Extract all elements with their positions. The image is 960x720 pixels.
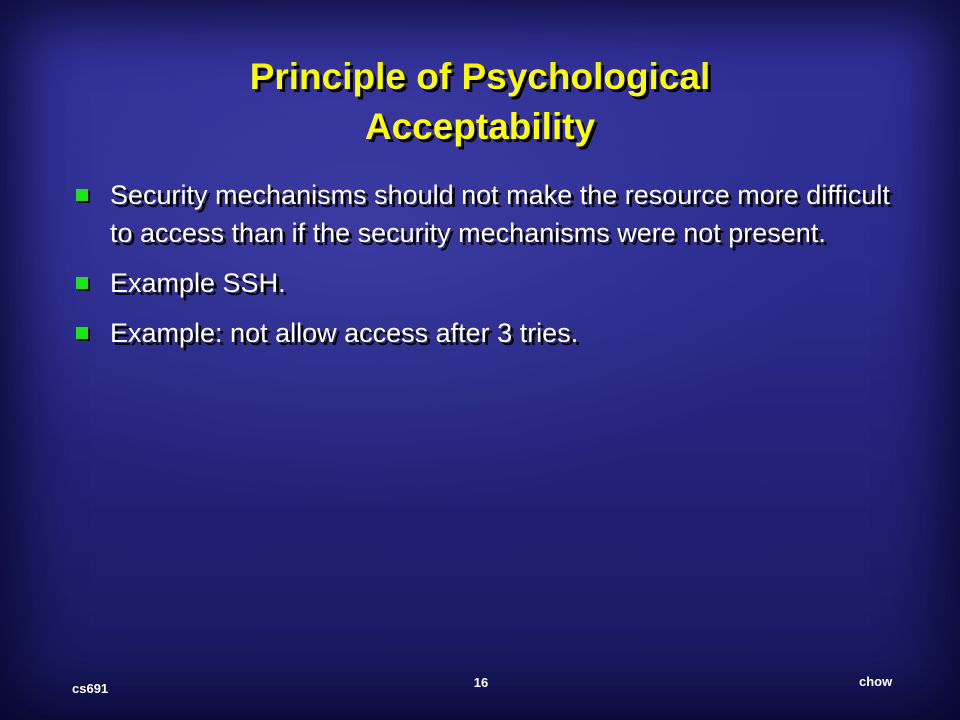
- bullet-text: Example: not allow access after 3 tries.: [110, 318, 579, 348]
- bullet-item: [76, 314, 906, 352]
- square-bullet-icon: [76, 327, 88, 339]
- bullet-text: Security mechanisms should not make the resource more difficult to access than if the security mechanisms were not present.: [110, 180, 890, 248]
- slide-title: [80, 52, 880, 152]
- bullet-item: [76, 176, 906, 252]
- square-bullet-icon: [76, 189, 88, 201]
- slide-title-line-2: Acceptability: [364, 106, 596, 147]
- bullet-text: Example SSH.: [110, 268, 286, 298]
- footer-page-number: 16: [473, 675, 489, 690]
- bullet-list: [76, 176, 906, 364]
- footer-author-label: chow: [859, 674, 893, 689]
- footer-course-label: cs691: [72, 681, 109, 696]
- bullet-item: [76, 264, 906, 302]
- square-bullet-icon: [76, 277, 88, 289]
- slide-title-line-1: Principle of Psychological: [249, 56, 711, 97]
